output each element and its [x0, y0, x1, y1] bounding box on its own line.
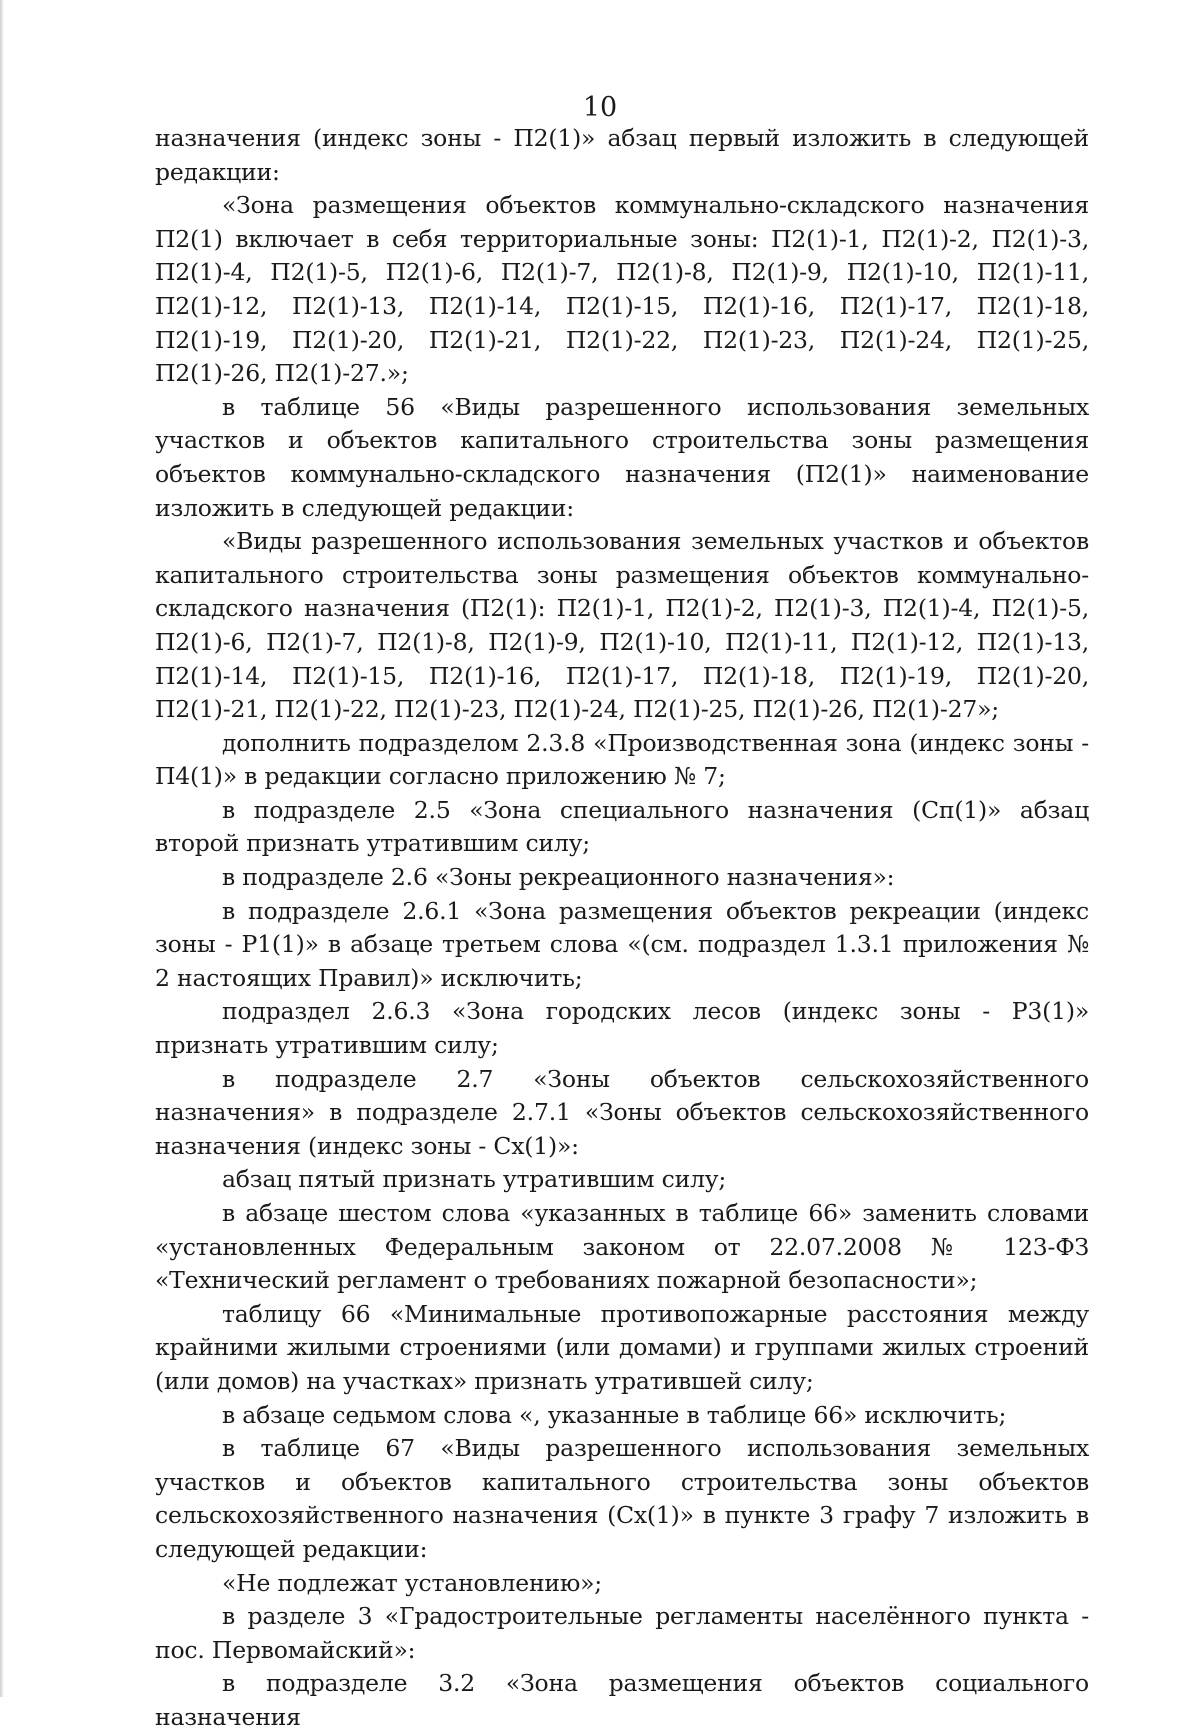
paragraph: в подразделе 2.5 «Зона специального назначения (Сп(1)» абзац второй признать утратившим силу;	[155, 795, 1089, 858]
paragraph: «Не подлежат установлению»;	[222, 1568, 603, 1597]
paragraph: в таблице 67 «Виды разрешенного использования земельных участков и объектов капитального строительства зоны объектов сельскохозяйственного назначения (Сх(1)» в пункте 3 графу 7 изложить в следующей редакции:	[155, 1434, 1089, 1563]
paragraph: «Виды разрешенного использования земельных участков и объектов капитального строительства зоны размещения объектов коммунально-складского назначения (П2(1): П2(1)-1, П2(1)-2, П2(1)-3, П2(1)-4, П2(1)-5, П2(1)-6, П2(1)-7, П2(1)-8, П2(1)-9, П2(1)-10, П2(1)-11, П2(1)-12, П2(1)-13, П2(1)-14, П2(1)-15, П2(1)-16, П2(1)-17, П2(1)-18, П2(1)-19, П2(1)-20, П2(1)-21, П2(1)-22, П2(1)-23, П2(1)-24, П2(1)-25, П2(1)-26, П2(1)-27»;	[155, 527, 1089, 724]
paragraph: в таблице 56 «Виды разрешенного использования земельных участков и объектов капитального строительства зоны размещения объектов коммунально-складского назначения (П2(1)» наименование изложить в следующей редакции:	[155, 392, 1089, 522]
paragraph: абзац пятый признать утратившим силу;	[222, 1165, 727, 1194]
paragraph: в подразделе 2.6.1 «Зона размещения объектов рекреации (индекс зоны - Р1(1)» в абзаце третьем слова «(см. подраздел 1.3.1 приложения № 2 настоящих Правил)» исключить;	[155, 896, 1089, 992]
paragraph: таблицу 66 «Минимальные противопожарные расстояния между крайними жилыми строениями (или домами) и группами жилых строений (или домов) на участках» признать утратившей силу;	[155, 1299, 1089, 1395]
page-number: 10	[582, 92, 618, 123]
paragraph: в подразделе 3.2 «Зона размещения объектов социального назначения	[155, 1669, 1089, 1731]
paragraph: в абзаце седьмом слова «, указанные в таблице 66» исключить;	[222, 1400, 1007, 1429]
paragraph: «Зона размещения объектов коммунально-складского назначения П2(1) включает в себя территориальные зоны: П2(1)-1, П2(1)-2, П2(1)-3, П2(1)-4, П2(1)-5, П2(1)-6, П2(1)-7, П2(1)-8, П2(1)-9, П2(1)-10, П2(1)-11, П2(1)-12, П2(1)-13, П2(1)-14, П2(1)-15, П2(1)-16, П2(1)-17, П2(1)-18, П2(1)-19, П2(1)-20, П2(1)-21, П2(1)-22, П2(1)-23, П2(1)-24, П2(1)-25, П2(1)-26, П2(1)-27.»;	[155, 191, 1089, 388]
paragraph: назначения (индекс зоны - П2(1)» абзац первый изложить в следующей редакции:	[155, 124, 1089, 186]
paragraph: дополнить подразделом 2.3.8 «Производственная зона (индекс зоны - П4(1)» в редакции согласно приложению № 7;	[155, 728, 1089, 791]
paragraph: в подразделе 2.6 «Зоны рекреационного назначения»:	[222, 863, 895, 892]
document-body	[155, 122, 1089, 1735]
paragraph: подраздел 2.6.3 «Зона городских лесов (индекс зоны - Р3(1)» признать утратившим силу;	[155, 997, 1089, 1060]
paragraph: в абзаце шестом слова «указанных в таблице 66» заменить словами «установленных Федеральным законом от 22.07.2008 № 123-ФЗ «Технический регламент о требованиях пожарной безопасности»;	[155, 1199, 1089, 1295]
paragraph: в разделе 3 «Градостроительные регламенты населённого пункта - пос. Первомайский»:	[155, 1602, 1089, 1664]
scan-edge-shadow	[0, 0, 4, 1697]
paragraph: в подразделе 2.7 «Зоны объектов сельскохозяйственного назначения» в подразделе 2.7.1 «Зоны объектов сельскохозяйственного назначения (индекс зоны - Сх(1)»:	[155, 1064, 1089, 1160]
